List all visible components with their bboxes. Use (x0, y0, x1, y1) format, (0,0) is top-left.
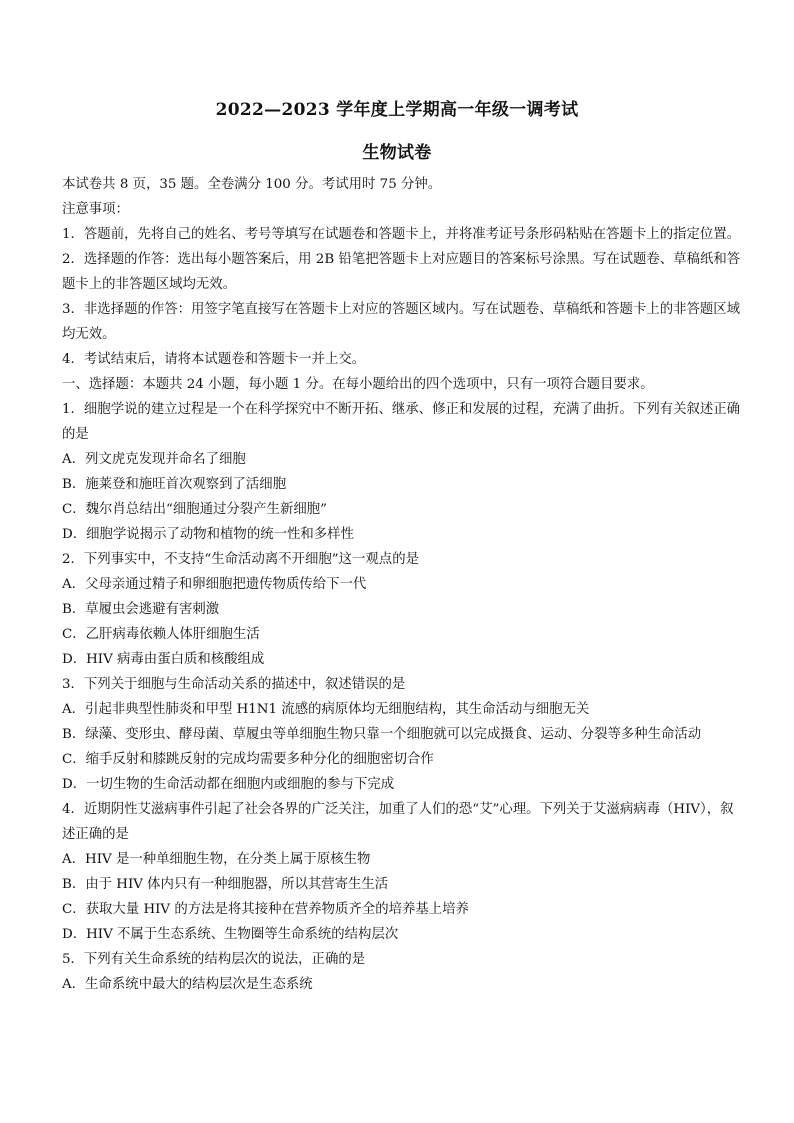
question-option: B．由于 HIV 体内只有一种细胞器，所以其营寄生生活 (62, 877, 389, 892)
question-option: C．魏尔肖总结出“细胞通过分裂产生新细胞” (62, 502, 327, 517)
question-stem: 2．下列事实中，不支持“生命活动离不开细胞”这一观点的是 (62, 552, 419, 567)
question-option: B．草履虫会逃避有害刺激 (62, 602, 220, 617)
question-option: C．乙肝病毒依赖人体肝细胞生活 (62, 627, 260, 642)
section-heading: 一、选择题：本题共 24 小题，每小题 1 分。在每小题给出的四个选项中，只有一项符合题目要求。 (62, 377, 654, 392)
question-option: A．父母亲通过精子和卵细胞把遗传物质传给下一代 (62, 577, 367, 592)
question-option: C．缩手反射和膝跳反射的完成均需要多种分化的细胞密切合作 (62, 752, 434, 767)
notice-item: 2．选择题的作答：选出每小题答案后，用 2B 铅笔把答题卡上对应题目的答案标号涂黑。写在试题卷、草稿纸和答题卡上的非答题区域均无效。 (62, 252, 741, 292)
question-option: B．施莱登和施旺首次观察到了活细胞 (62, 477, 287, 492)
question-option: A．引起非典型性肺炎和甲型 H1N1 流感的病原体均无细胞结构，其生命活动与细胞无关 (62, 702, 590, 717)
question-option: D．一切生物的生命活动都在细胞内或细胞的参与下完成 (62, 777, 395, 792)
question-option: D．HIV 病毒由蛋白质和核酸组成 (62, 652, 265, 667)
question-option: B．绿藻、变形虫、酵母菌、草履虫等单细胞生物只靠一个细胞就可以完成摄食、运动、分裂等多种生命活动 (62, 727, 702, 742)
question-option: A．生命系统中最大的结构层次是生态系统 (62, 977, 313, 992)
question-stem: 5．下列有关生命系统的结构层次的说法，正确的是 (62, 952, 366, 967)
question-option: A．列文虎克发现并命名了细胞 (62, 452, 246, 467)
notice-label: 注意事项： (62, 202, 129, 217)
exam-title: 2022—2023 学年度上学期高一年级一调考试 (215, 100, 579, 120)
notice-item: 4．考试结束后，请将本试题卷和答题卡一并上交。 (62, 352, 366, 367)
question-option: C．获取大量 HIV 的方法是将其接种在营养物质齐全的培养基上培养 (62, 902, 469, 917)
exam-content (62, 172, 742, 997)
exam-summary: 本试卷共 8 页，35 题。全卷满分 100 分。考试用时 75 分钟。 (62, 177, 442, 192)
notice-item: 3．非选择题的作答：用签字笔直接写在答题卡上对应的答题区域内。写在试题卷、草稿纸和答题卡上的非答题区域均无效。 (62, 302, 741, 342)
question-option: D．HIV 不属于生态系统、生物圈等生命系统的结构层次 (62, 927, 399, 942)
question-option: D．细胞学说揭示了动物和植物的统一性和多样性 (62, 527, 354, 542)
subject-title: 生物试卷 (362, 143, 432, 163)
question-stem: 4．近期阴性艾滋病事件引起了社会各界的广泛关注，加重了人们的恐“艾”心理。下列关于艾滋病病毒（HIV），叙述正确的是 (62, 802, 734, 842)
question-stem: 1．细胞学说的建立过程是一个在科学探究中不断开拓、继承、修正和发展的过程，充满了曲折。下列有关叙述正确的是 (62, 402, 741, 442)
notice-item: 1．答题前，先将自己的姓名、考号等填写在试题卷和答题卡上，并将准考证号条形码粘贴在答题卡上的指定位置。 (62, 227, 741, 242)
question-stem: 3．下列关于细胞与生命活动关系的描述中，叙述错误的是 (62, 677, 406, 692)
question-option: A．HIV 是一种单细胞生物，在分类上属于原核生物 (62, 852, 371, 867)
